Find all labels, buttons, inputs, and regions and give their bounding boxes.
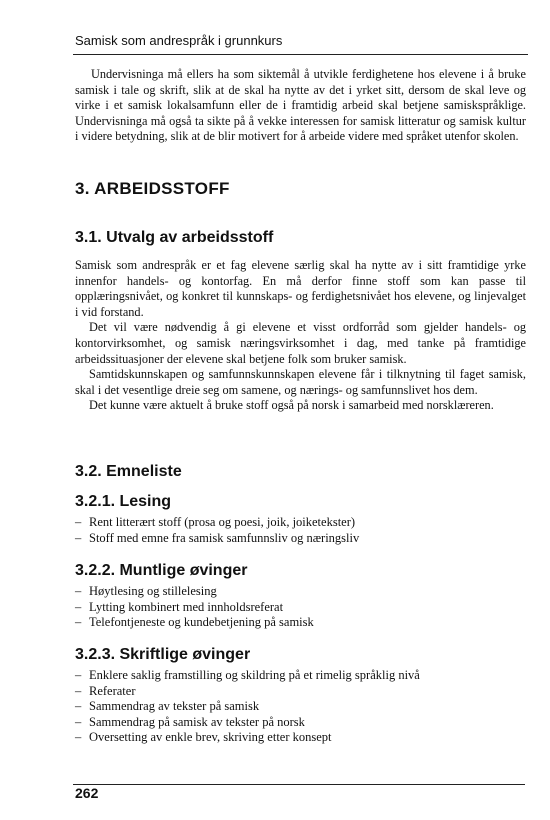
section-3-2-3-heading: 3.2.3. Skriftlige øvinger	[75, 646, 251, 663]
list-item: – Høytlesing og stillelesing	[75, 584, 314, 600]
list-item: – Lytting kombinert med innholdsreferat	[75, 600, 314, 616]
list-item: – Sammendrag på samisk av tekster på norsk	[75, 715, 420, 731]
skriftlige-list	[75, 668, 420, 746]
header-rule	[73, 54, 528, 55]
list-item: – Sammendrag av tekster på samisk	[75, 699, 420, 715]
list-item: – Stoff med emne fra samisk samfunnsliv og næringsliv	[75, 531, 359, 547]
paragraph: Samisk som andrespråk er et fag elevene særlig skal ha nytte av i sitt framtidige yrke innenfor handels- og kontorfag. En må derfor finne stoff som kan passe til opplæringsnivået, og konkret til kunnskaps- og ferdighetsnivået hos elevene, og linjevalget i vid forstand.	[75, 258, 526, 319]
section-3-1-heading: 3.1. Utvalg av arbeidsstoff	[75, 229, 274, 246]
footer-rule	[73, 784, 525, 785]
page-number: 262	[75, 785, 99, 801]
section-3-heading: 3. ARBEIDSSTOFF	[75, 179, 230, 198]
section-3-2-2-heading: 3.2.2. Muntlige øvinger	[75, 562, 248, 579]
list-item: – Oversetting av enkle brev, skriving etter konsept	[75, 730, 420, 746]
paragraph: Det kunne være aktuelt å bruke stoff også på norsk i samarbeid med norsklæreren.	[89, 398, 494, 413]
paragraph: Samtidskunnskapen og samfunnskunnskapen elevene får i tilknytning til faget samisk, skal i det vesentlige dreie seg om samene, og nærings- og samfunnslivet hos dem.	[75, 367, 526, 397]
section-3-2-1-heading: 3.2.1. Lesing	[75, 493, 172, 510]
list-item: – Telefontjeneste og kundebetjening på samisk	[75, 615, 314, 631]
list-item: – Referater	[75, 684, 420, 700]
intro-paragraph: Undervisninga må ellers ha som siktemål å utvikle ferdighetene hos elevene i å bruke samisk i tale og skrift, slik at de skal ha nytte av det i yrket sitt, dersom de skal leve og virke i et samisk lokalsamfunn eller de i framtidig arbeid skal betjene samiskspråklige. Undervisninga må også ta sikte på å vekke interessen for samisk litteratur og samisk kultur i videre betydning, slik at de blir motivert for å arbeide videre med språket utenfor skolen.	[75, 67, 526, 144]
lesing-list	[75, 515, 359, 546]
running-header: Samisk som andrespråk i grunnkurs	[75, 33, 283, 48]
list-item: – Enklere saklig framstilling og skildring på et rimelig språklig nivå	[75, 668, 420, 684]
section-3-2-heading: 3.2. Emneliste	[75, 463, 182, 480]
list-item: – Rent litterært stoff (prosa og poesi, joik, joiketekster)	[75, 515, 359, 531]
section-3-1-body	[75, 258, 526, 414]
muntlige-list	[75, 584, 314, 631]
paragraph: Det vil være nødvendig å gi elevene et visst ordforråd som gjelder handels- og kontorvirksomhet, og samisk næringsvirksomhet i dag, med tanke på framtidige arbeidssituasjoner der elevene skal betjene folk som bruker samisk.	[75, 320, 526, 366]
